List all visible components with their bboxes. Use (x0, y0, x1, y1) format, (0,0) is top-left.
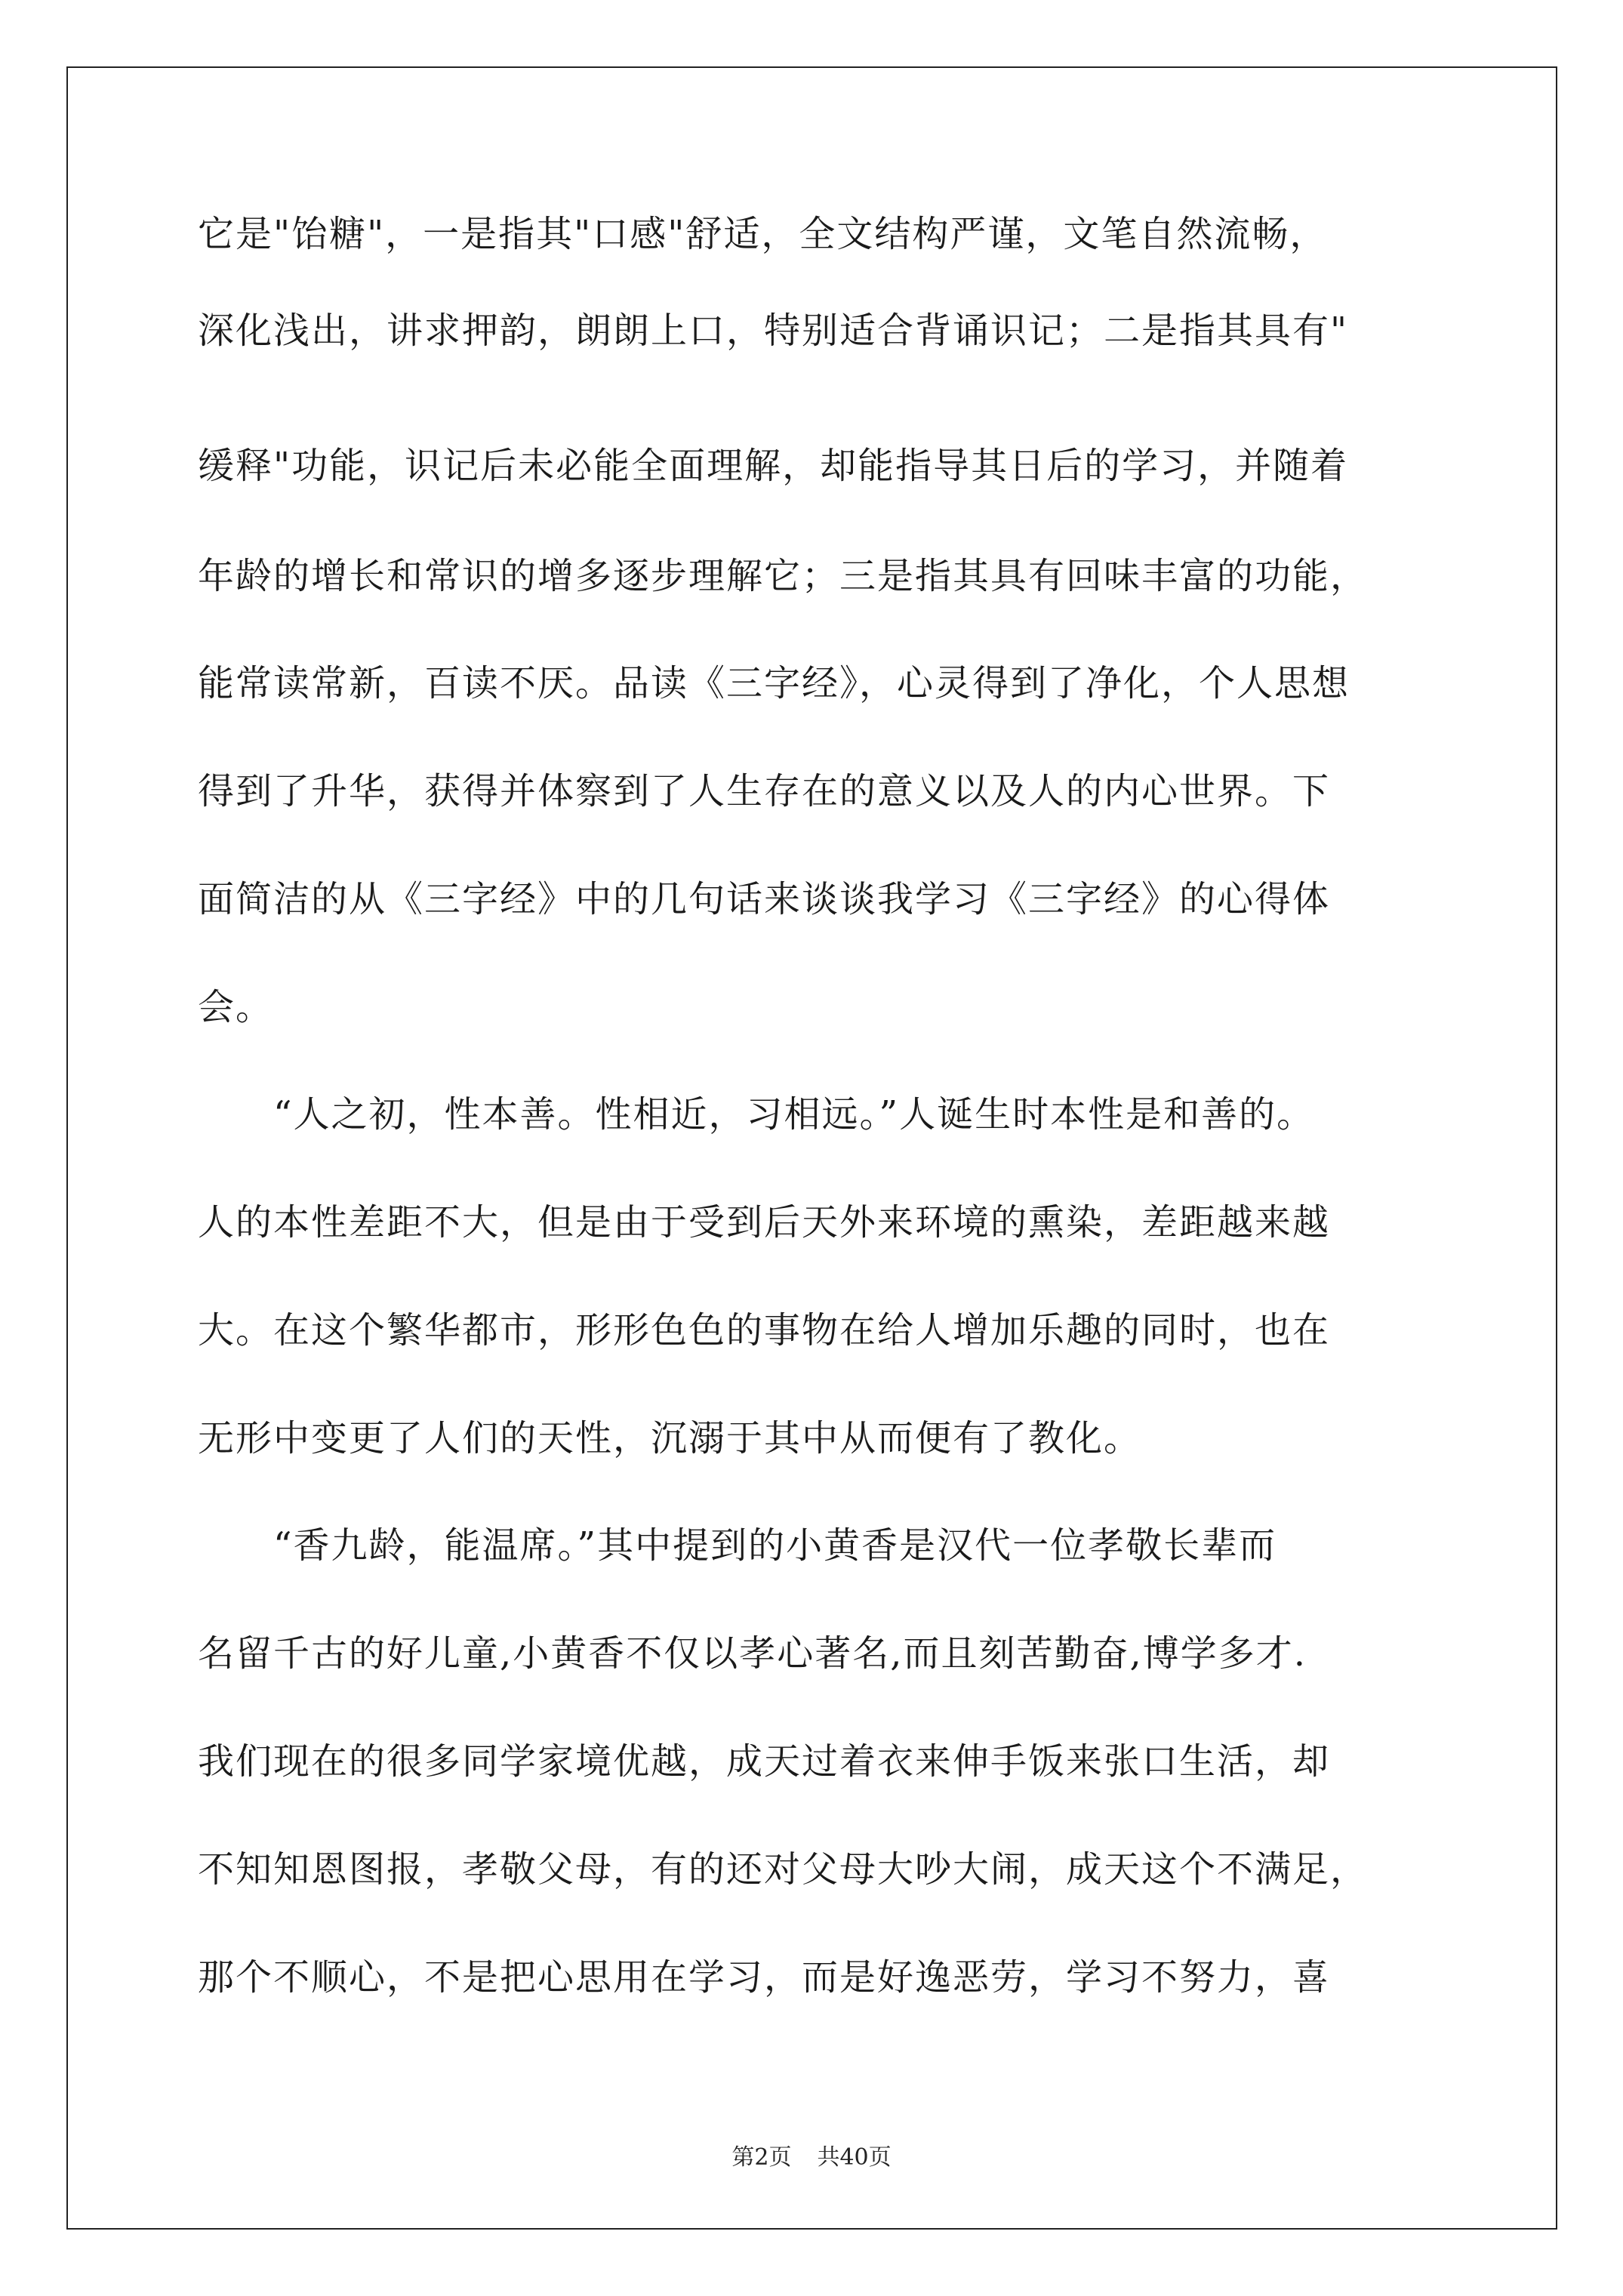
current-page-label: 第2页 (731, 2144, 792, 2171)
text-line: 那个不顺心，不是把心思用在学习，而是好逸恶劳，学习不努力，喜 (198, 1956, 1331, 1999)
text-line: 我们现在的很多同学家境优越，成天过着衣来伸手饭来张口生活，却 (198, 1740, 1331, 1783)
text-line: “香九龄，能温席。”其中提到的小黄香是汉代一位孝敬长辈而 (273, 1524, 1277, 1567)
text-line: 不知知恩图报，孝敬父母，有的还对父母大吵大闹，成天这个不满足， (198, 1848, 1369, 1891)
text-line: 缓释"功能，识记后未必能全面理解，却能指导其日后的学习，并随着 (198, 445, 1349, 487)
text-line: 年龄的增长和常识的增多逐步理解它；三是指其具有回味丰富的功能， (198, 555, 1369, 597)
text-line: 它是"饴糖"，一是指其"口感"舒适，全文结构严谨，文笔自然流畅， (198, 213, 1328, 255)
text-line: 大。在这个繁华都市，形形色色的事物在给人增加乐趣的同时，也在 (198, 1309, 1331, 1351)
text-line: 面简洁的从《三字经》中的几句话来谈谈我学习《三字经》的心得体 (198, 878, 1331, 920)
text-line: 得到了升华，获得并体察到了人生存在的意义以及人的内心世界。下 (198, 770, 1331, 812)
page-footer (0, 2143, 1623, 2173)
text-line: 深化浅出，讲求押韵，朗朗上口，特别适合背诵识记；二是指其具有" (198, 310, 1349, 352)
text-line: 能常读常新，百读不厌。品读《三字经》，心灵得到了净化，个人思想 (198, 662, 1350, 704)
text-line: 人的本性差距不大，但是由于受到后天外来环境的熏染，差距越来越 (198, 1201, 1331, 1244)
text-line: 会。 (198, 986, 274, 1028)
text-line: “人之初，性本善。性相近，习相远。”人诞生时本性是和善的。 (273, 1093, 1315, 1136)
text-line: 无形中变更了人们的天性，沉溺于其中从而便有了教化。 (198, 1417, 1142, 1459)
text-line: 名留千古的好儿童,小黄香不仅以孝心著名,而且刻苦勤奋,博学多才. (198, 1632, 1307, 1675)
total-pages-label: 共40页 (817, 2144, 892, 2171)
page-border (66, 66, 1557, 2230)
